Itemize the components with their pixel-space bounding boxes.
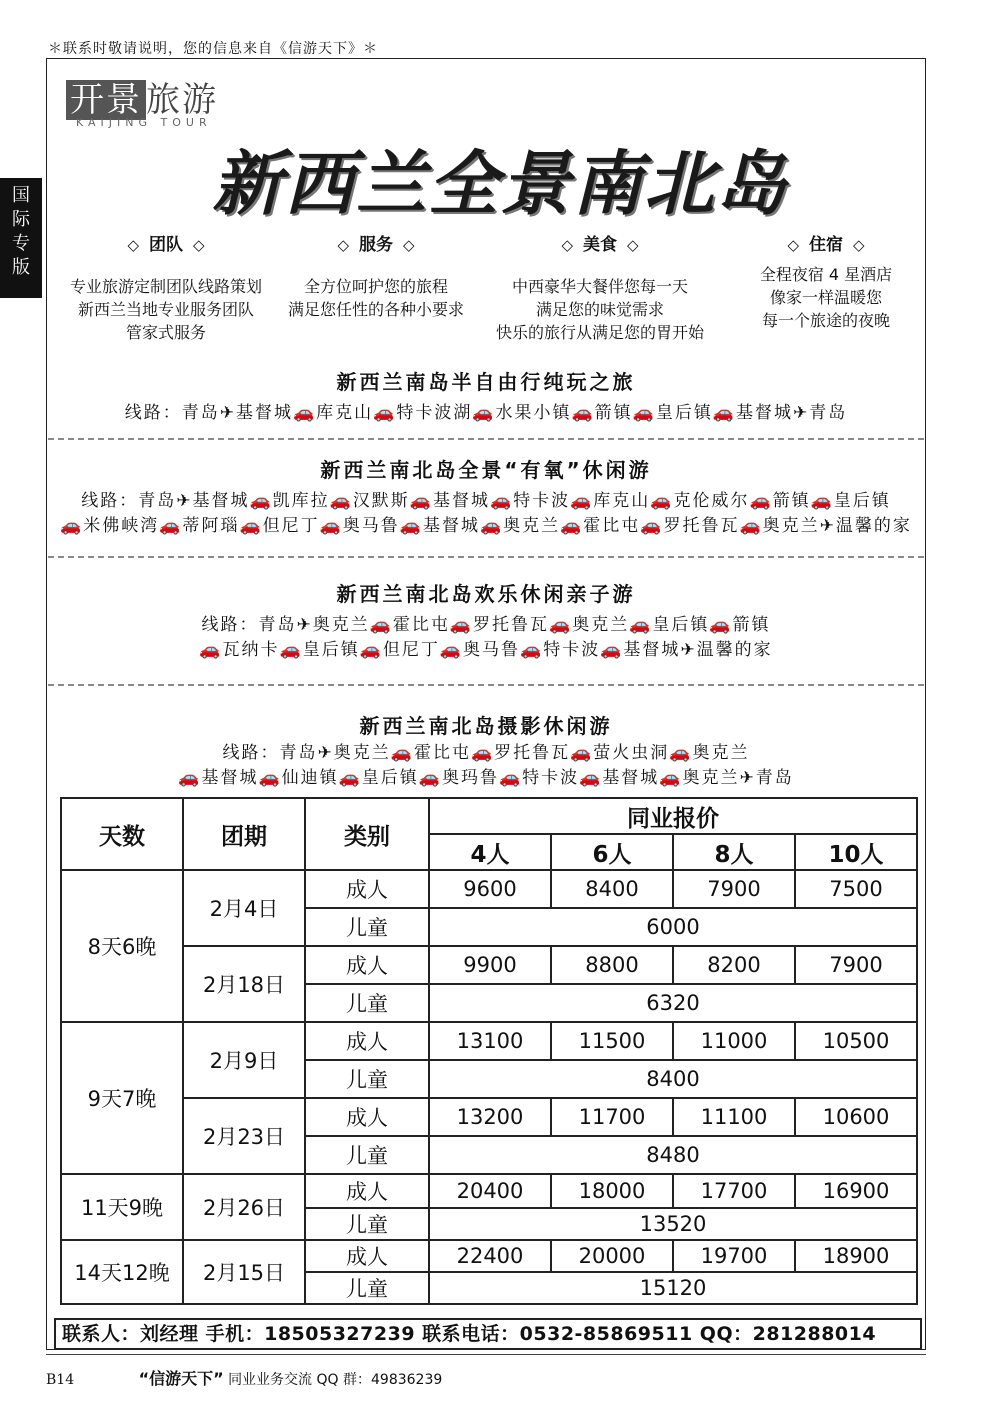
route-section [48, 710, 924, 791]
footer-text: 同业业务交流 QQ 群：49836239 [228, 1372, 443, 1388]
contact-bar: 联系人：刘经理 手机：18505327239 联系电话：0532-85869511 QQ：281288014 [54, 1318, 922, 1350]
feature-line: 全程夜宿 4 星酒店 [759, 265, 893, 284]
price-cell: 18000 [551, 1174, 673, 1208]
category-cell: 成人 [305, 870, 429, 908]
route-title: 新西兰南北岛全景“有氧”休闲游 [320, 458, 652, 482]
date-cell: 2月26日 [183, 1174, 305, 1240]
days-cell: 11天9晚 [61, 1174, 183, 1240]
diamond-icon: ◇ [627, 236, 639, 254]
price-cell: 19700 [673, 1240, 795, 1272]
category-cell: 儿童 [305, 908, 429, 946]
route-line: 线路：青岛✈奥克兰🚗霍比屯🚗罗托鲁瓦🚗萤火虫洞🚗奥克兰 [222, 743, 750, 763]
feature-service [266, 230, 486, 321]
category-cell: 成人 [305, 1098, 429, 1136]
feature-title: 服务 [359, 235, 393, 255]
price-cell: 18900 [795, 1240, 917, 1272]
route-title: 新西兰南北岛摄影休闲游 [359, 714, 613, 738]
logo-box-text: 开景 [66, 80, 146, 120]
price-cell: 13100 [429, 1022, 551, 1060]
category-cell: 成人 [305, 1240, 429, 1272]
route-line: 线路：青岛✈基督城🚗库克山🚗特卡波湖🚗水果小镇🚗箭镇🚗皇后镇🚗基督城✈青岛 [124, 403, 848, 423]
feature-line: 新西兰当地专业服务团队 [77, 300, 254, 319]
feature-lodging [716, 230, 936, 332]
route-line: 🚗瓦纳卡🚗皇后镇🚗但尼丁🚗奥马鲁🚗特卡波🚗基督城✈温馨的家 [199, 640, 773, 660]
date-cell: 2月15日 [183, 1240, 305, 1304]
feature-title: 住宿 [809, 235, 843, 255]
price-cell: 8800 [551, 946, 673, 984]
price-cell: 9600 [429, 870, 551, 908]
route-section [48, 578, 924, 663]
child-price-cell: 8400 [429, 1060, 917, 1098]
child-price-cell: 6000 [429, 908, 917, 946]
page-number: B14 [46, 1372, 75, 1388]
side-tab [0, 178, 42, 298]
route-line: 🚗基督城🚗仙迪镇🚗皇后镇🚗奥玛鲁🚗特卡波🚗基督城🚗奥克兰✈青岛 [178, 768, 794, 788]
days-cell: 14天12晚 [61, 1240, 183, 1304]
dashed-divider [48, 556, 924, 558]
price-cell: 11100 [673, 1098, 795, 1136]
feature-team [56, 230, 276, 344]
days-cell: 9天7晚 [61, 1022, 183, 1174]
diamond-icon: ◇ [561, 236, 573, 254]
dashed-divider [48, 684, 924, 686]
route-title: 新西兰南北岛欢乐休闲亲子游 [336, 582, 636, 606]
footer-brand: “信游天下” [138, 1369, 224, 1388]
price-cell: 16900 [795, 1174, 917, 1208]
price-cell: 7500 [795, 870, 917, 908]
category-cell: 成人 [305, 1174, 429, 1208]
date-cell: 2月23日 [183, 1098, 305, 1174]
feature-line: 快乐的旅行从满足您的胃开始 [495, 323, 704, 342]
child-price-cell: 15120 [429, 1272, 917, 1304]
category-cell: 儿童 [305, 1136, 429, 1174]
price-cell: 7900 [673, 870, 795, 908]
notice-text: ＊联系时敬请说明，您的信息来自《信游天下》＊ [48, 41, 378, 57]
feature-title: 团队 [149, 235, 183, 255]
diamond-icon: ◇ [337, 236, 349, 254]
header-category: 类别 [305, 798, 429, 870]
category-cell: 儿童 [305, 1208, 429, 1240]
feature-line: 中西豪华大餐伴您每一天 [511, 277, 688, 296]
header-price: 同业报价 [429, 798, 917, 834]
price-cell: 7900 [795, 946, 917, 984]
diamond-icon: ◇ [853, 236, 865, 254]
price-cell: 20400 [429, 1174, 551, 1208]
route-title: 新西兰南岛半自由行纯玩之旅 [336, 370, 636, 394]
route-section [48, 454, 924, 539]
diamond-icon: ◇ [127, 236, 139, 254]
logo-subtitle: KAIJING TOUR [76, 116, 212, 129]
price-cell: 8200 [673, 946, 795, 984]
header-4: 4人 [429, 834, 551, 870]
diamond-icon: ◇ [403, 236, 415, 254]
price-cell: 22400 [429, 1240, 551, 1272]
route-line: 🚗米佛峡湾🚗蒂阿瑙🚗但尼丁🚗奥马鲁🚗基督城🚗奥克兰🚗霍比屯🚗罗托鲁瓦🚗奥克兰✈温馨的家 [60, 516, 912, 536]
footer-divider [46, 1354, 926, 1355]
price-cell: 8400 [551, 870, 673, 908]
header-10: 10人 [795, 834, 917, 870]
date-cell: 2月18日 [183, 946, 305, 1022]
price-cell: 11000 [673, 1022, 795, 1060]
price-cell: 11500 [551, 1022, 673, 1060]
price-cell: 20000 [551, 1240, 673, 1272]
header-days: 天数 [61, 798, 183, 870]
side-tab-char: 版 [12, 257, 30, 278]
route-line: 线路：青岛✈奥克兰🚗霍比屯🚗罗托鲁瓦🚗奥克兰🚗皇后镇🚗箭镇 [201, 615, 771, 635]
feature-line: 每一个旅途的夜晚 [761, 311, 890, 330]
side-tab-char: 际 [12, 209, 30, 230]
date-cell: 2月9日 [183, 1022, 305, 1098]
feature-line: 像家一样温暖您 [769, 288, 882, 307]
dashed-divider [48, 438, 924, 440]
child-price-cell: 13520 [429, 1208, 917, 1240]
days-cell: 8天6晚 [61, 870, 183, 1022]
page-title: 新西兰全景南北岛 [212, 143, 788, 225]
feature-food [490, 230, 710, 344]
category-cell: 成人 [305, 946, 429, 984]
date-cell: 2月4日 [183, 870, 305, 946]
feature-line: 全方位呵护您的旅程 [303, 277, 448, 296]
diamond-icon: ◇ [787, 236, 799, 254]
feature-line: 管家式服务 [125, 323, 206, 342]
diamond-icon: ◇ [193, 236, 205, 254]
category-cell: 儿童 [305, 984, 429, 1022]
child-price-cell: 8480 [429, 1136, 917, 1174]
price-cell: 10500 [795, 1022, 917, 1060]
price-cell: 9900 [429, 946, 551, 984]
feature-line: 满足您任性的各种小要求 [287, 300, 464, 319]
child-price-cell: 6320 [429, 984, 917, 1022]
category-cell: 儿童 [305, 1060, 429, 1098]
footer [46, 1366, 442, 1389]
route-line: 线路：青岛✈基督城🚗凯库拉🚗汉默斯🚗基督城🚗特卡波🚗库克山🚗克伦威尔🚗箭镇🚗皇后镇 [81, 491, 891, 511]
feature-line: 满足您的味觉需求 [535, 300, 664, 319]
category-cell: 成人 [305, 1022, 429, 1060]
side-tab-char: 国 [12, 185, 30, 206]
logo-rest-text: 旅游 [146, 80, 218, 120]
header-dates: 团期 [183, 798, 305, 870]
price-cell: 11700 [551, 1098, 673, 1136]
header-8: 8人 [673, 834, 795, 870]
logo [66, 72, 218, 121]
feature-title: 美食 [583, 235, 617, 255]
price-cell: 10600 [795, 1098, 917, 1136]
price-table [60, 797, 918, 1305]
price-cell: 17700 [673, 1174, 795, 1208]
price-cell: 13200 [429, 1098, 551, 1136]
route-section [48, 366, 924, 426]
side-tab-char: 专 [12, 233, 30, 254]
category-cell: 儿童 [305, 1272, 429, 1304]
header-6: 6人 [551, 834, 673, 870]
feature-line: 专业旅游定制团队线路策划 [69, 277, 262, 296]
